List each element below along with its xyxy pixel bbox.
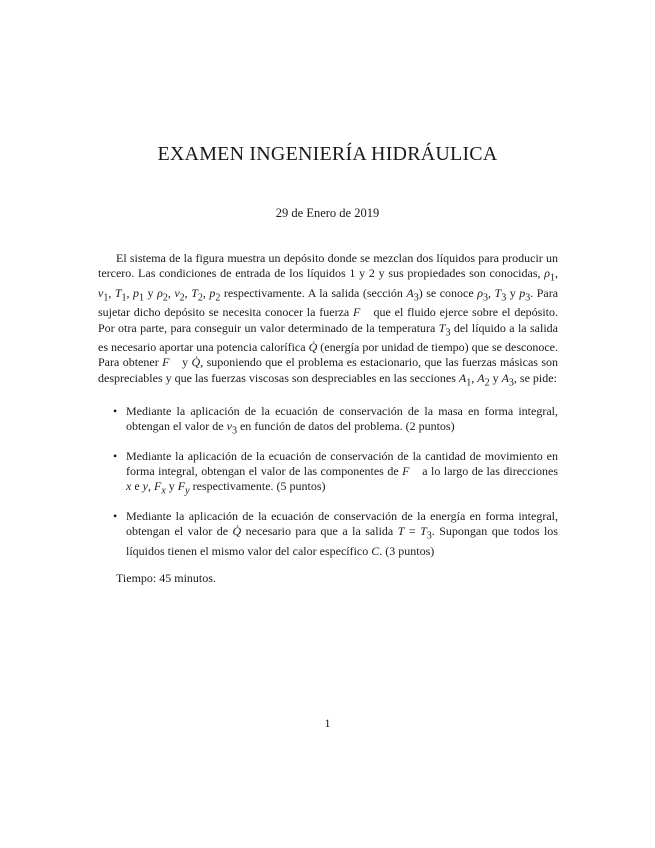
exam-body bbox=[98, 251, 558, 586]
problem-statement: El sistema de la figura muestra un depósito donde se mezclan dos líquidos para producir un tercero. Las condiciones de entrada de los líquidos 1 y 2 y sus propiedades son conocidas, $\rho_1$, $v_1$, $T_1$, $p_1$ y $\rho_2$, $v_2$, $T_2$, $p_2$ respectivamente. A la salida (sección $A_3$) se conoce $\rho_3$, $T_3$ y $p_3$. Para sujetar dicho depósito se necesita conocer la fuerza F⃗ que el fluido ejerce sobre el depósito. Por otra parte, para conseguir un valor determinado de la temperatura $T_3$ del líquido a la salida es necesario aportar una potencia calorífica Q̇ (energía por unidad de tiempo) que se desconoce. Para obtener F⃗ y Q̇, suponiendo que el problema es estacionario, que las fuerzas másicas son despreciables y que las fuerzas viscosas son despreciables en las secciones $A_1$, $A_2$ y $A_3$, se pide: bbox=[98, 251, 559, 388]
question-list bbox=[98, 404, 558, 559]
question-text-3: Mediante la aplicación de la ecuación de conservación de la energía en forma integral, obtengan el valor de Q̇ necesario para que a la salida $T = T_3$. Supongan que todos los líquidos tienen el mismo valor del calor específico C. (3 puntos) bbox=[126, 508, 558, 558]
question-text-2: Mediante la aplicación de la ecuación de conservación de la cantidad de movimiento en forma integral, obtengan el valor de las componentes de F⃗ a lo largo de las direcciones x e y, $F_x$ y $F_y$ respectivamente. (5 puntos) bbox=[126, 448, 558, 497]
page-number: 1 bbox=[324, 716, 331, 730]
exam-date: 29 de Enero de 2019 bbox=[275, 206, 380, 220]
exam-title: EXAMEN INGENIERÍA HIDRÁULICA bbox=[157, 143, 498, 165]
question-item-1 bbox=[98, 404, 558, 439]
bullet-icon: • bbox=[113, 448, 118, 463]
bullet-icon: • bbox=[113, 404, 118, 419]
bullet-icon: • bbox=[113, 508, 118, 523]
question-item-3 bbox=[98, 509, 558, 559]
question-text-1: Mediante la aplicación de la ecuación de conservación de la masa en forma integral, obtengan el valor de $v_3$ en función de datos del problema. (2 puntos) bbox=[126, 404, 558, 437]
question-item-2 bbox=[98, 449, 558, 499]
time-limit: Tiempo: 45 minutos. bbox=[116, 570, 216, 585]
